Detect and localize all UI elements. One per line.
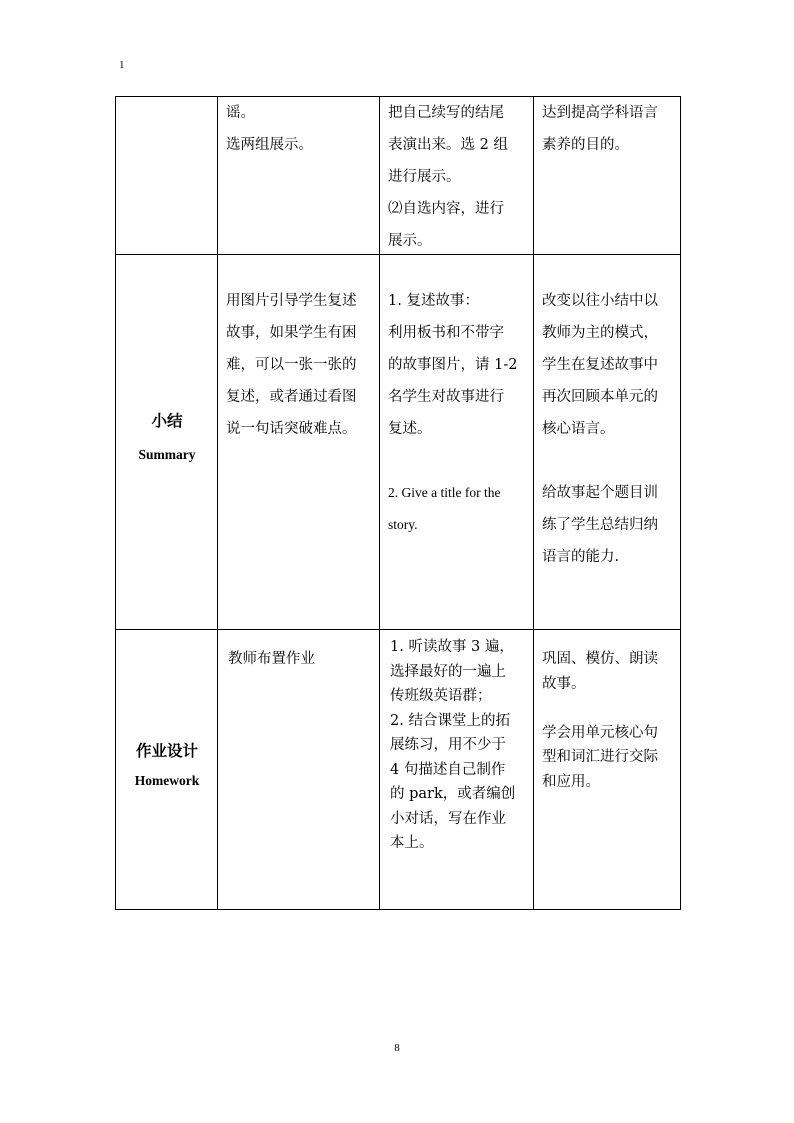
text-line: 学会用单元核心句 (542, 724, 658, 741)
purpose-cell (534, 97, 681, 161)
text-line: 表演出来。选 2 组 (388, 137, 508, 153)
row-label-en: Summary (138, 447, 196, 462)
text-line: 学生在复述故事中 (542, 357, 658, 373)
text-line: 的故事图片，请 1-2 (388, 357, 518, 373)
text-line: 复述，或者通过看图 (226, 389, 357, 405)
purpose-cell (534, 647, 681, 794)
text-line: 型和词汇进行交际 (542, 749, 658, 765)
text-line: 故事。 (542, 675, 586, 692)
text-line: 的 park，或者编创 (390, 786, 516, 802)
teacher-activity-cell (218, 285, 379, 445)
row-label-homework (116, 739, 218, 789)
text-line: 展练习，用不少于 (390, 737, 506, 753)
row-label-en: Homework (134, 773, 200, 788)
text-line: 改变以往小结中以 (542, 293, 658, 309)
text-line: 教师布置作业 (228, 651, 315, 667)
text-line: 利用板书和不带字 (388, 325, 504, 341)
text-line: 复述。 (388, 421, 432, 437)
blank-line (388, 445, 525, 477)
text-line: 再次回顾本单元的 (542, 389, 658, 405)
header-line-number: 1 (119, 59, 125, 71)
text-line: 谣。 (226, 105, 255, 121)
text-line: 选两组展示。 (226, 137, 313, 153)
text-line: 教师为主的模式， (542, 325, 658, 341)
student-activity-cell (380, 635, 533, 856)
student-activity-cell (380, 97, 533, 257)
text-line: ⑵自选内容，进行 (388, 201, 504, 217)
text-line: 核心语言。 (542, 421, 615, 437)
lesson-plan-table (115, 96, 681, 910)
text-line: 把自己续写的结尾 (388, 105, 504, 121)
text-line: 和应用。 (542, 773, 600, 790)
teacher-activity-cell (220, 643, 379, 675)
text-line: 选择最好的一遍上 (390, 663, 506, 680)
text-line: 小对话，写在作业 (390, 810, 506, 827)
text-line: 达到提高学科语言 (542, 105, 658, 121)
text-line: 本上。 (390, 835, 434, 851)
row-label-zh: 作业设计 (135, 741, 198, 760)
text-line: 2. Give a title for the (388, 485, 501, 500)
text-line: 展示。 (388, 233, 432, 249)
text-line: 传班级英语群； (390, 688, 492, 704)
blank-line (542, 696, 673, 721)
student-activity-cell (380, 285, 533, 541)
text-line: 4 句描述自己制作 (390, 761, 506, 778)
row-divider (116, 629, 680, 630)
page-number: 8 (394, 1042, 400, 1054)
text-line: 名学生对故事进行 (388, 389, 504, 405)
text-line: 1. 听读故事 3 遍， (390, 639, 514, 655)
text-line: 难，可以一张一张的 (226, 357, 357, 373)
text-line: 说一句话突破难点。 (226, 421, 357, 437)
row-label-zh: 小结 (151, 411, 183, 430)
blank-line (542, 445, 673, 477)
text-line: 给故事起个题目训 (542, 485, 658, 501)
text-line: 进行展示。 (388, 169, 461, 185)
text-line: 故事，如果学生有困 (226, 325, 357, 341)
text-line: 2. 结合课堂上的拓 (390, 712, 510, 729)
row-label-summary (116, 409, 218, 463)
text-line: 语言的能力. (542, 549, 620, 565)
text-line: 巩固、模仿、朗读 (542, 651, 658, 667)
text-line: 用图片引导学生复述 (226, 293, 357, 309)
text-line: story. (388, 517, 418, 532)
text-line: 1. 复述故事： (388, 293, 479, 309)
teacher-activity-cell (218, 97, 379, 161)
text-line: 素养的目的。 (542, 137, 629, 153)
purpose-cell (534, 285, 681, 573)
text-line: 练了学生总结归纳 (542, 517, 658, 533)
